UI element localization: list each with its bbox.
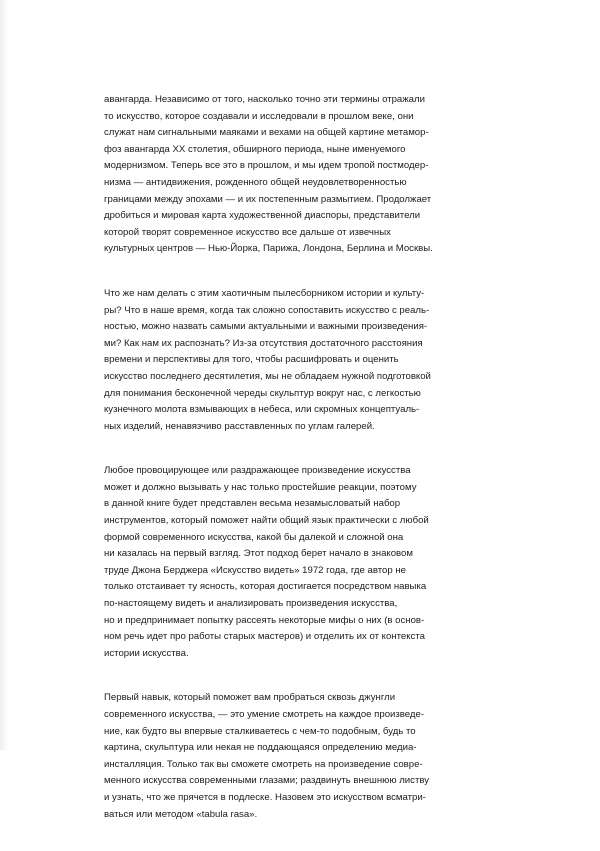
page-edge-shadow bbox=[0, 0, 8, 750]
text-line: искусство последнего десятилетия, мы не обладаем нужной подготовкой bbox=[104, 370, 431, 382]
text-line: ном речь идет про работы старых мастеров) и отделить их от контекста bbox=[104, 631, 425, 643]
text-line: то искусство, которое создавали и исследовали в прошлом веке, они bbox=[104, 110, 414, 122]
text-line: и узнать, что же прячется в подлеске. Назовем это искусством всматри- bbox=[104, 791, 426, 803]
text-line: Любое провоцирующее или раздражающее произведение искусства bbox=[104, 465, 411, 477]
text-line: в данной книге будет представлен весьма незамысловатый набор bbox=[104, 498, 401, 510]
text-line: служат нам сигнальными маяками и вехами на общей картине метамор- bbox=[104, 127, 429, 139]
text-line: культурных центров — Нью-Йорка, Парижа, Лондона, Берлина и Москвы. bbox=[104, 243, 433, 255]
text-line: кузнечного молота взмывающих в небеса, или скромных концептуаль- bbox=[104, 404, 420, 416]
text-line: Первый навык, который поможет вам пробраться сквозь джунгли bbox=[104, 692, 396, 704]
text-line: ры? Что в наше время, когда так сложно сопоставить искусство с реаль- bbox=[104, 304, 430, 316]
text-line: менного искусства современными глазами; раздвинуть внешнюю листву bbox=[104, 775, 430, 787]
text-line: ни казалась на первый взгляд. Этот подход берет начало в знаковом bbox=[104, 548, 413, 560]
text-line: границами между эпохами — и их постепенным размытием. Продолжает bbox=[104, 193, 432, 205]
text-line: современного искусства, — это умение смотреть на каждое произведе- bbox=[104, 709, 425, 720]
text-line: дробиться и мировая карта художественной диаспоры, представители bbox=[104, 210, 421, 222]
text-line: картина, скульптура или некая не поддающаяся определению медиа- bbox=[104, 742, 417, 754]
body-text-column bbox=[104, 92, 504, 851]
text-paragraph bbox=[104, 92, 504, 258]
text-line: модернизмом. Теперь все это в прошлом, и мы идем тропой постмодер- bbox=[104, 160, 429, 172]
text-line: низма — антидвижения, рожденного общей неудовлетворенностью bbox=[104, 176, 407, 188]
text-line: формой современного искусства, какой бы далекой и сложной она bbox=[104, 531, 404, 543]
text-line: которой творят современное искусство все дальше от извечных bbox=[104, 226, 391, 238]
text-line: ние, как будто вы впервые сталкиваетесь с чем-то подобным, будь то bbox=[104, 725, 416, 737]
text-line: истории искусства. bbox=[104, 647, 189, 659]
text-paragraph bbox=[104, 463, 504, 662]
text-line: труде Джона Берджера «Искусство видеть» 1972 года, где автор не bbox=[104, 564, 406, 576]
text-line: фоз авангарда XX столетия, обширного периода, ныне именуемого bbox=[104, 143, 406, 155]
text-line: ваться или методом «tabula rasa». bbox=[104, 808, 258, 820]
text-line: ных изделий, ненавязчиво расставленных по углам галерей. bbox=[104, 420, 375, 432]
text-paragraph bbox=[104, 690, 504, 823]
text-line: ностью, можно назвать самыми актуальными и важными произведения- bbox=[104, 321, 428, 333]
text-line: Что же нам делать с этим хаотичным пылесборником истории и культу- bbox=[104, 287, 425, 299]
text-paragraph bbox=[104, 286, 504, 435]
text-line: может и должно вызывать у нас только простейшие реакции, поэтому bbox=[104, 481, 417, 493]
text-line: но и предпринимает попытку рассеять некоторые мифы о них (в основ- bbox=[104, 614, 425, 626]
text-line: для понимания бесконечной череды скульптур вокруг нас, с легкостью bbox=[104, 387, 421, 399]
text-line: времени и перспективы для того, чтобы расшифровать и оценить bbox=[104, 354, 399, 366]
text-line: инсталляция. Только так вы сможете смотреть на произведение совре- bbox=[104, 758, 423, 770]
text-line: ми? Как нам их распознать? Из-за отсутствия достаточного расстояния bbox=[104, 337, 423, 349]
text-line: по-настоящему видеть и анализировать произведения искусства, bbox=[104, 598, 398, 610]
text-line: инструментов, который поможет найти общий язык практически с любой bbox=[104, 515, 429, 527]
text-line: авангарда. Независимо от того, насколько точно эти термины отражали bbox=[104, 94, 425, 105]
text-line: только отстаивает ту ясность, которая достигается посредством навыка bbox=[104, 581, 427, 593]
